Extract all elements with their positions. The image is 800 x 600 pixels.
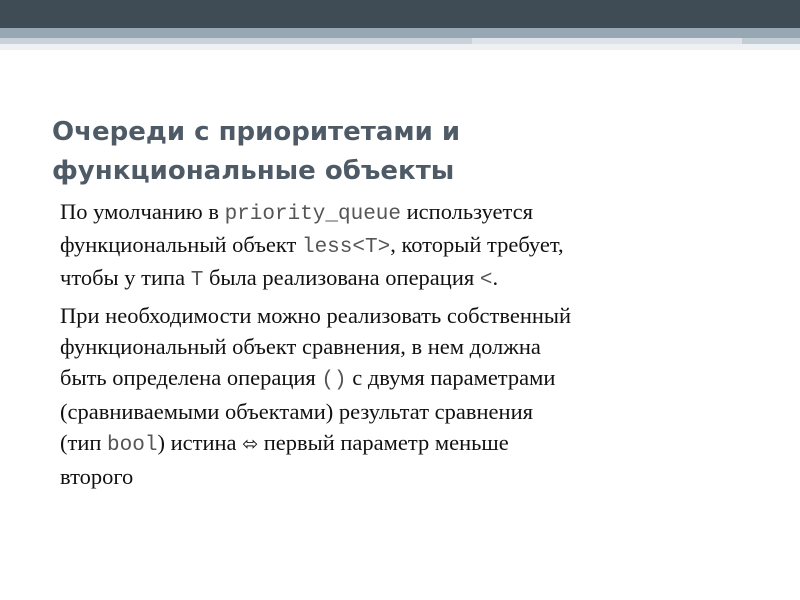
text-line: При необходимости можно реализовать собственный <box>60 303 572 328</box>
equivalence-arrow-icon: ⬄ <box>242 433 259 455</box>
header-mid-stripe <box>0 28 800 38</box>
text-run: была реализована операция <box>203 265 480 290</box>
text-line <box>60 362 770 396</box>
code-less-t: less<T> <box>301 236 391 259</box>
code-call-operator: () <box>321 369 347 392</box>
slide-body <box>60 197 770 496</box>
bullet-paragraph-default-comparator <box>60 197 770 296</box>
code-type-t: T <box>190 269 204 292</box>
text-run: с двумя параметрами <box>346 365 556 390</box>
text-line: (сравниваемыми объектами) результат сравнения <box>60 399 533 424</box>
slide-title-line: функциональные объекты <box>52 156 455 186</box>
bullet-paragraph-custom-comparator <box>60 300 770 492</box>
text-line <box>60 263 770 296</box>
code-less-operator: < <box>479 269 493 292</box>
text-run: ) истина <box>157 430 243 455</box>
code-bool: bool <box>107 434 158 457</box>
text-run: . <box>492 265 499 290</box>
slide-title <box>52 113 752 191</box>
text-line: функциональный объект сравнения, в нем должна <box>60 334 541 359</box>
text-run: , который требует, <box>390 232 564 257</box>
text-line <box>60 197 770 230</box>
header-faint-stripe <box>0 44 800 50</box>
text-run: чтобы у типа <box>60 265 191 290</box>
text-run: функциональный объект <box>60 232 302 257</box>
code-priority-queue: priority_queue <box>224 203 402 226</box>
text-line <box>60 427 770 461</box>
text-run: первый параметр меньше <box>258 430 509 455</box>
text-line: второго <box>60 464 134 489</box>
text-run: используется <box>401 199 533 224</box>
header-dark-stripe <box>0 0 800 28</box>
text-run: (тип <box>60 430 108 455</box>
slide-title-line: Очереди с приоритетами и <box>52 117 461 147</box>
text-line <box>60 230 770 263</box>
text-run: По умолчанию в <box>60 199 225 224</box>
text-run: быть определена операция <box>60 365 322 390</box>
